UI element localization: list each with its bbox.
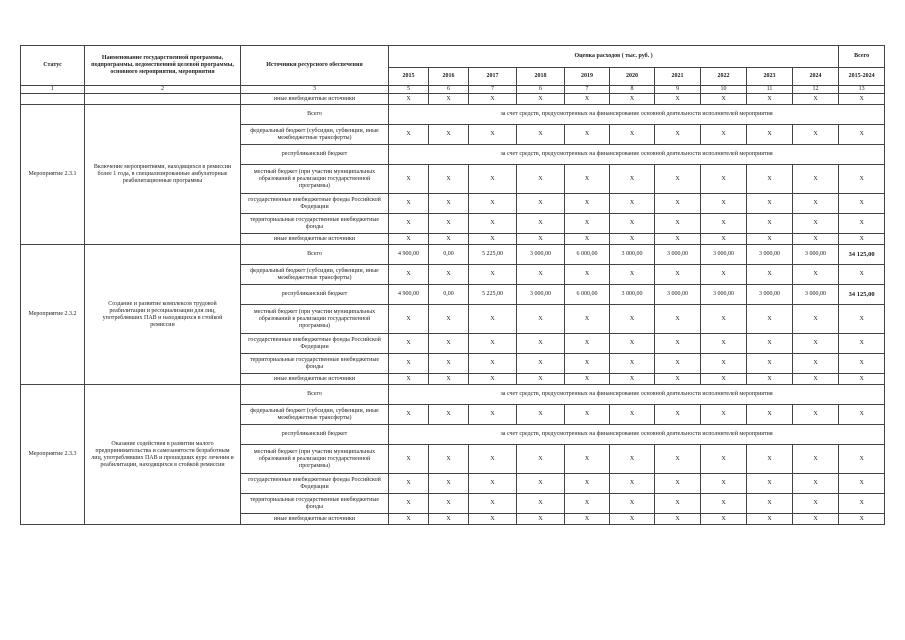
column-number: 2	[85, 86, 241, 94]
value-cell: X	[517, 494, 565, 514]
value-cell: X	[655, 334, 701, 354]
source-cell: местный бюджет (при участии муниципальных образований в реализации государственной программы)	[241, 305, 389, 334]
value-cell: X	[389, 194, 429, 214]
value-cell: X	[517, 374, 565, 385]
value-cell: X	[429, 445, 469, 474]
value-cell: X	[469, 194, 517, 214]
value-cell: X	[839, 94, 885, 105]
value-cell: X	[389, 354, 429, 374]
value-cell: X	[793, 494, 839, 514]
year-header: 2015	[389, 68, 429, 86]
value-cell: X	[429, 354, 469, 374]
value-cell: X	[701, 514, 747, 525]
value-cell: X	[469, 265, 517, 285]
value-cell: X	[565, 214, 610, 234]
source-cell: иные внебюджетные источники	[241, 374, 389, 385]
year-header: 2017	[469, 68, 517, 86]
value-cell: X	[839, 474, 885, 494]
value-cell: X	[389, 445, 429, 474]
value-cell: X	[655, 265, 701, 285]
value-cell: 3 000,00	[610, 285, 655, 305]
value-cell: X	[839, 165, 885, 194]
total-value-cell: 34 125,00	[839, 245, 885, 265]
column-number: 8	[610, 86, 655, 94]
table-row	[21, 245, 885, 265]
value-cell: 3 000,00	[655, 285, 701, 305]
value-cell: X	[429, 234, 469, 245]
value-cell: X	[429, 194, 469, 214]
value-cell: X	[469, 474, 517, 494]
value-cell: X	[793, 165, 839, 194]
value-cell: X	[517, 265, 565, 285]
value-cell: X	[389, 165, 429, 194]
value-cell: X	[469, 494, 517, 514]
source-cell: местный бюджет (при участии муниципальных образований в реализации государственной программы)	[241, 445, 389, 474]
value-cell: X	[517, 334, 565, 354]
value-cell: 5 225,00	[469, 245, 517, 265]
source-cell: территориальные государственные внебюджетные фонды	[241, 494, 389, 514]
value-cell: X	[701, 445, 747, 474]
value-cell: X	[793, 354, 839, 374]
value-cell: X	[610, 265, 655, 285]
value-cell: X	[701, 194, 747, 214]
value-cell: X	[429, 265, 469, 285]
value-cell: 4 900,00	[389, 285, 429, 305]
value-cell: X	[565, 405, 610, 425]
col-header-name: Наименование государственной программы, подпрограммы, ведомственной целевой программы, основного мероприятия, мероприятия	[85, 46, 241, 86]
value-cell: X	[469, 234, 517, 245]
value-cell: X	[701, 334, 747, 354]
value-cell: X	[839, 265, 885, 285]
value-cell: X	[469, 305, 517, 334]
value-cell: 3 000,00	[701, 245, 747, 265]
value-cell: X	[565, 334, 610, 354]
value-cell: 0,00	[429, 245, 469, 265]
value-cell: X	[610, 194, 655, 214]
value-cell: 3 000,00	[793, 245, 839, 265]
value-cell: X	[610, 234, 655, 245]
column-number: 12	[793, 86, 839, 94]
value-cell: X	[655, 445, 701, 474]
value-cell: X	[747, 94, 793, 105]
value-cell: X	[389, 374, 429, 385]
value-cell: X	[429, 474, 469, 494]
value-cell: 3 000,00	[701, 285, 747, 305]
value-cell: X	[565, 514, 610, 525]
value-cell: X	[389, 514, 429, 525]
value-cell: 0,00	[429, 285, 469, 305]
value-cell: X	[469, 214, 517, 234]
value-cell: X	[610, 214, 655, 234]
value-cell: X	[469, 125, 517, 145]
value-cell: X	[655, 494, 701, 514]
status-cell: Мероприятие 2.3.2	[21, 245, 85, 385]
value-cell: X	[389, 214, 429, 234]
value-cell: X	[655, 354, 701, 374]
value-cell: X	[469, 354, 517, 374]
status-cell: Мероприятие 2.3.1	[21, 105, 85, 245]
value-cell: X	[610, 514, 655, 525]
value-cell: X	[655, 405, 701, 425]
value-cell: X	[565, 494, 610, 514]
value-cell: X	[793, 305, 839, 334]
column-number: 7	[469, 86, 517, 94]
value-cell: X	[839, 354, 885, 374]
value-cell: X	[747, 445, 793, 474]
value-cell: X	[793, 234, 839, 245]
year-header: 2020	[610, 68, 655, 86]
column-number: 6	[517, 86, 565, 94]
value-cell: X	[565, 94, 610, 105]
year-header: 2016	[429, 68, 469, 86]
value-cell: X	[610, 94, 655, 105]
source-cell: Всего	[241, 105, 389, 125]
value-cell: X	[429, 334, 469, 354]
value-cell: X	[389, 474, 429, 494]
value-cell: X	[701, 265, 747, 285]
value-cell: X	[793, 514, 839, 525]
value-cell: X	[839, 234, 885, 245]
name-cell: Оказание содействия в развитии малого предпринимательства и самозанятости безработным лиц, употреблявших ПАВ и прошедших курс лечения и реабилитации, находящихся в стойкой ремиссии	[85, 385, 241, 525]
column-number: 13	[839, 86, 885, 94]
year-header: 2021	[655, 68, 701, 86]
value-cell: X	[747, 354, 793, 374]
value-cell: X	[793, 125, 839, 145]
value-cell: X	[839, 194, 885, 214]
value-cell: X	[610, 494, 655, 514]
value-cell: X	[565, 165, 610, 194]
value-cell: X	[389, 265, 429, 285]
source-cell: федеральный бюджет (субсидии, субвенции, иные межбюджетные трансферты)	[241, 125, 389, 145]
column-number: 9	[655, 86, 701, 94]
status-cell	[21, 94, 85, 105]
value-cell: X	[469, 514, 517, 525]
value-cell: X	[839, 405, 885, 425]
value-cell: X	[793, 445, 839, 474]
value-cell: X	[429, 405, 469, 425]
value-cell: X	[747, 214, 793, 234]
value-cell: 4 900,00	[389, 245, 429, 265]
spanning-text: за счет средств, предусмотренных на финансирование основной деятельности исполнителей мероприятия	[389, 385, 885, 405]
name-cell	[85, 94, 241, 105]
value-cell: 6 000,00	[565, 285, 610, 305]
value-cell: X	[655, 214, 701, 234]
value-cell: X	[701, 165, 747, 194]
value-cell: X	[747, 514, 793, 525]
value-cell: X	[701, 405, 747, 425]
value-cell: X	[517, 234, 565, 245]
value-cell: X	[389, 234, 429, 245]
value-cell: X	[469, 165, 517, 194]
value-cell: X	[610, 165, 655, 194]
column-number: 1	[21, 86, 85, 94]
value-cell: X	[517, 94, 565, 105]
value-cell: X	[839, 214, 885, 234]
value-cell: X	[655, 474, 701, 494]
source-cell: Всего	[241, 245, 389, 265]
source-cell: республиканский бюджет	[241, 425, 389, 445]
value-cell: X	[517, 214, 565, 234]
value-cell: X	[429, 94, 469, 105]
value-cell: X	[701, 474, 747, 494]
value-cell: 3 000,00	[747, 245, 793, 265]
spanning-text: за счет средств, предусмотренных на финансирование основной деятельности исполнителей мероприятия	[389, 105, 885, 125]
name-cell: Включение мероприятиями, находящихся в ремиссии более 1 года, в специализированные амбулаторные реабилитационные программы	[85, 105, 241, 245]
col-header-estimate: Оценка расходов ( тыс. руб. )	[389, 46, 839, 68]
value-cell: X	[839, 305, 885, 334]
value-cell: X	[747, 165, 793, 194]
column-number: 5	[389, 86, 429, 94]
value-cell: X	[793, 194, 839, 214]
value-cell: X	[429, 125, 469, 145]
value-cell: X	[747, 474, 793, 494]
year-header: 2019	[565, 68, 610, 86]
value-cell: X	[429, 165, 469, 194]
value-cell: X	[389, 305, 429, 334]
value-cell: X	[565, 474, 610, 494]
value-cell: X	[655, 305, 701, 334]
value-cell: X	[429, 494, 469, 514]
value-cell: X	[610, 374, 655, 385]
table-body	[21, 94, 885, 525]
source-cell: федеральный бюджет (субсидии, субвенции, иные межбюджетные трансферты)	[241, 265, 389, 285]
value-cell: X	[701, 305, 747, 334]
value-cell: X	[565, 374, 610, 385]
value-cell: X	[517, 405, 565, 425]
value-cell: X	[655, 165, 701, 194]
year-header: 2024	[793, 68, 839, 86]
table-row	[21, 385, 885, 405]
value-cell: X	[747, 194, 793, 214]
value-cell: X	[747, 374, 793, 385]
value-cell: X	[517, 445, 565, 474]
value-cell: X	[747, 305, 793, 334]
year-header: 2022	[701, 68, 747, 86]
name-cell: Создание и развитие комплексов трудовой реабилитации и ресоциализации для лиц, употреблявших ПАВ и находящихся в стойкой ремиссии	[85, 245, 241, 385]
value-cell: X	[610, 354, 655, 374]
value-cell: X	[701, 94, 747, 105]
value-cell: X	[747, 265, 793, 285]
spanning-text: за счет средств, предусмотренных на финансирование основной деятельности исполнителей мероприятия	[389, 145, 885, 165]
value-cell: X	[389, 494, 429, 514]
value-cell: 3 000,00	[793, 285, 839, 305]
value-cell: X	[701, 494, 747, 514]
value-cell: X	[655, 514, 701, 525]
value-cell: X	[839, 374, 885, 385]
value-cell: X	[701, 354, 747, 374]
value-cell: X	[747, 125, 793, 145]
value-cell: X	[517, 514, 565, 525]
source-cell: иные внебюджетные источники	[241, 94, 389, 105]
source-cell: федеральный бюджет (субсидии, субвенции, иные межбюджетные трансферты)	[241, 405, 389, 425]
year-header: 2018	[517, 68, 565, 86]
total-years-header: 2015-2024	[839, 68, 885, 86]
status-cell: Мероприятие 2.3.3	[21, 385, 85, 525]
source-cell: государственные внебюджетные фонды Российской Федерации	[241, 194, 389, 214]
value-cell: X	[747, 405, 793, 425]
source-cell: иные внебюджетные источники	[241, 514, 389, 525]
value-cell: X	[839, 514, 885, 525]
total-value-cell: 34 125,00	[839, 285, 885, 305]
value-cell: X	[517, 354, 565, 374]
source-cell: территориальные государственные внебюджетные фонды	[241, 354, 389, 374]
value-cell: X	[793, 474, 839, 494]
value-cell: X	[469, 445, 517, 474]
value-cell: 3 000,00	[610, 245, 655, 265]
value-cell: 3 000,00	[517, 245, 565, 265]
value-cell: X	[839, 445, 885, 474]
value-cell: X	[565, 445, 610, 474]
column-number: 6	[429, 86, 469, 94]
value-cell: X	[839, 494, 885, 514]
value-cell: X	[517, 194, 565, 214]
value-cell: X	[701, 214, 747, 234]
value-cell: X	[565, 194, 610, 214]
value-cell: X	[655, 194, 701, 214]
value-cell: X	[747, 334, 793, 354]
value-cell: X	[429, 305, 469, 334]
value-cell: X	[655, 234, 701, 245]
value-cell: 3 000,00	[655, 245, 701, 265]
column-number: 10	[701, 86, 747, 94]
value-cell: X	[429, 374, 469, 385]
value-cell: X	[517, 165, 565, 194]
value-cell: X	[610, 445, 655, 474]
value-cell: X	[610, 125, 655, 145]
value-cell: X	[610, 474, 655, 494]
value-cell: X	[565, 265, 610, 285]
value-cell: X	[610, 305, 655, 334]
value-cell: X	[610, 405, 655, 425]
value-cell: X	[793, 334, 839, 354]
value-cell: X	[793, 94, 839, 105]
source-cell: иные внебюджетные источники	[241, 234, 389, 245]
value-cell: X	[429, 214, 469, 234]
value-cell: X	[839, 125, 885, 145]
value-cell: X	[655, 94, 701, 105]
value-cell: X	[429, 514, 469, 525]
year-header: 2023	[747, 68, 793, 86]
col-header-sources: Источники ресурсного обеспечения	[241, 46, 389, 86]
value-cell: X	[565, 125, 610, 145]
value-cell: X	[389, 94, 429, 105]
value-cell: 6 000,00	[565, 245, 610, 265]
value-cell: X	[517, 125, 565, 145]
value-cell: X	[701, 374, 747, 385]
column-number: 11	[747, 86, 793, 94]
value-cell: X	[793, 265, 839, 285]
value-cell: 5 225,00	[469, 285, 517, 305]
col-header-total: Всего	[839, 46, 885, 68]
value-cell: X	[389, 334, 429, 354]
source-cell: республиканский бюджет	[241, 145, 389, 165]
value-cell: X	[469, 94, 517, 105]
source-cell: Всего	[241, 385, 389, 405]
table-row	[21, 94, 885, 105]
value-cell: X	[469, 374, 517, 385]
value-cell: X	[701, 125, 747, 145]
value-cell: X	[469, 334, 517, 354]
spanning-text: за счет средств, предусмотренных на финансирование основной деятельности исполнителей мероприятия	[389, 425, 885, 445]
value-cell: X	[747, 494, 793, 514]
value-cell: X	[517, 474, 565, 494]
value-cell: X	[793, 405, 839, 425]
source-cell: местный бюджет (при участии муниципальных образований в реализации государственной программы)	[241, 165, 389, 194]
budget-table	[20, 45, 885, 525]
value-cell: X	[565, 234, 610, 245]
value-cell: X	[701, 234, 747, 245]
value-cell: X	[793, 374, 839, 385]
value-cell: 3 000,00	[747, 285, 793, 305]
value-cell: X	[389, 125, 429, 145]
value-cell: X	[469, 405, 517, 425]
value-cell: X	[793, 214, 839, 234]
value-cell: X	[655, 374, 701, 385]
source-cell: государственные внебюджетные фонды Российской Федерации	[241, 334, 389, 354]
value-cell: X	[517, 305, 565, 334]
value-cell: X	[747, 234, 793, 245]
value-cell: X	[610, 334, 655, 354]
source-cell: территориальные государственные внебюджетные фонды	[241, 214, 389, 234]
value-cell: X	[565, 354, 610, 374]
table-row	[21, 105, 885, 125]
value-cell: X	[839, 334, 885, 354]
value-cell: X	[565, 305, 610, 334]
column-number: 7	[565, 86, 610, 94]
source-cell: государственные внебюджетные фонды Российской Федерации	[241, 474, 389, 494]
source-cell: республиканский бюджет	[241, 285, 389, 305]
col-header-status: Статус	[21, 46, 85, 86]
column-number: 3	[241, 86, 389, 94]
value-cell: 3 000,00	[517, 285, 565, 305]
value-cell: X	[389, 405, 429, 425]
value-cell: X	[655, 125, 701, 145]
